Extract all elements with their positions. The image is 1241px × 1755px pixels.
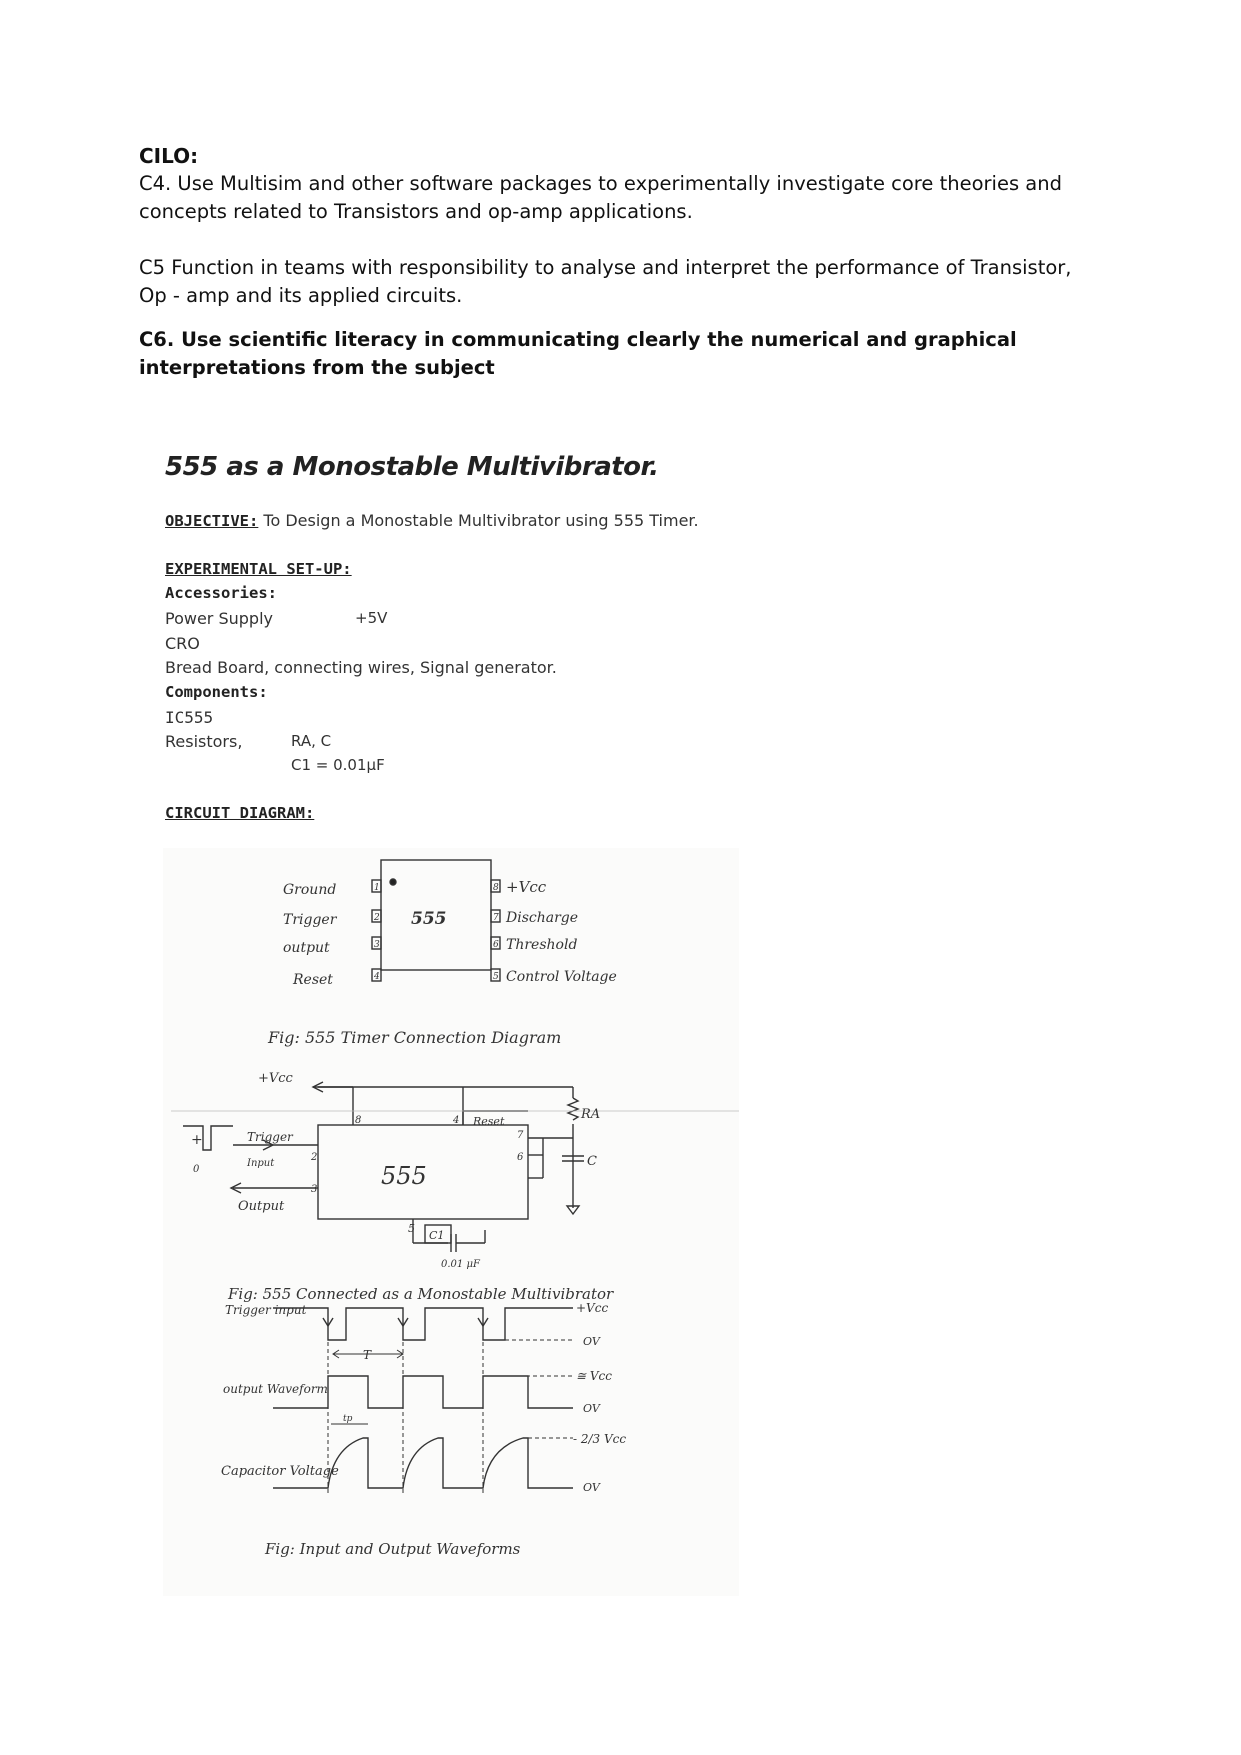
cilo-c4: C4. Use Multisim and other software packages to experimentally investigate core theories and concepts related to Transistors and op-amp applications.	[139, 172, 1062, 223]
ra-c-label: RA, C	[291, 732, 332, 750]
bread-board-label: Bread Board, connecting wires, Signal generator.	[165, 658, 557, 677]
mono-ra-label: RA	[581, 1107, 601, 1122]
pin-num-4: 4	[374, 972, 380, 982]
mono-zero-label: 0	[193, 1164, 200, 1175]
mono-pin-7: 7	[517, 1130, 524, 1141]
pin-discharge-label: Discharge	[506, 910, 579, 926]
pin-num-1: 1	[374, 883, 380, 893]
ra-resistor	[568, 1098, 578, 1120]
pin-reset-label: Reset	[293, 972, 333, 988]
pin-control-label: Control Voltage	[506, 969, 617, 985]
sketch-svg	[163, 848, 739, 1596]
mono-input-label: Input	[247, 1158, 275, 1169]
accessories-label: Accessories:	[165, 584, 277, 602]
wave-ov2-label: OV	[583, 1402, 600, 1415]
pin-num-3: 3	[374, 940, 380, 950]
mono-caption: Fig: 555 Connected as a Monostable Multivibrator	[228, 1285, 614, 1303]
mono-reset-label: Reset	[473, 1115, 505, 1128]
circuit-heading: CIRCUIT DIAGRAM:	[165, 804, 315, 822]
mono-pin-8: 8	[355, 1115, 362, 1126]
wave-capacitor-label: Capacitor Voltage	[221, 1464, 339, 1479]
wave-approx-vcc-label: ≅ Vcc	[576, 1369, 612, 1383]
mono-trigger-label: Trigger	[247, 1130, 293, 1144]
mono-pin-5: 5	[408, 1222, 415, 1235]
wave-two-thirds-label: - 2/3 Vcc	[573, 1432, 627, 1446]
pinout-chip-label: 555	[411, 909, 447, 929]
power-supply-value: +5V	[355, 609, 388, 627]
mono-pin-4: 4	[453, 1115, 460, 1126]
wave-ov1-label: OV	[583, 1335, 600, 1348]
pin-output-label: output	[283, 940, 330, 956]
cilo-c5: C5 Function in teams with responsibility to analyse and interpret the performance of Transistor, Op - amp and its applied circuits.	[139, 256, 1072, 307]
power-supply-label: Power Supply	[165, 609, 273, 628]
objective-text: To Design a Monostable Multivibrator using 555 Timer.	[263, 511, 699, 530]
pin-num-7: 7	[493, 913, 499, 923]
objective-label: OBJECTIVE:	[165, 512, 259, 530]
wave-vcc-label: +Vcc	[576, 1301, 609, 1315]
pin-vcc-label: +Vcc	[506, 878, 547, 896]
resistors-label: Resistors,	[165, 732, 243, 751]
pin-num-6: 6	[493, 940, 499, 950]
trigger-waveform	[273, 1308, 573, 1340]
cro-label: CRO	[165, 634, 200, 653]
pin-ground-label: Ground	[283, 882, 337, 898]
capacitor-waveform	[273, 1438, 573, 1488]
wave-tp-label: tp	[343, 1414, 353, 1424]
c1-value: C1 = 0.01μF	[291, 756, 385, 774]
mono-c1-label: C1	[429, 1229, 445, 1242]
lab-title: 555 as a Monostable Multivibrator.	[165, 452, 659, 482]
mono-plus-label: +	[191, 1132, 203, 1148]
ic-label: IC555	[165, 708, 214, 727]
mono-c1-value: 0.01 μF	[441, 1259, 480, 1270]
power-supply-row	[165, 609, 388, 628]
pin-trigger-label: Trigger	[283, 912, 337, 928]
cilo-heading: CILO:	[139, 144, 199, 168]
setup-heading: EXPERIMENTAL SET-UP:	[165, 560, 352, 578]
pinout-caption: Fig: 555 Timer Connection Diagram	[268, 1028, 562, 1047]
mono-pin-2: 2	[311, 1152, 318, 1163]
mono-pin-6: 6	[517, 1152, 524, 1163]
pin-threshold-label: Threshold	[506, 937, 578, 953]
pin-num-8: 8	[493, 883, 499, 893]
pin1-dot	[390, 879, 396, 885]
wave-trigger-label: Trigger input	[225, 1303, 307, 1317]
components-label: Components:	[165, 683, 268, 701]
waves-caption: Fig: Input and Output Waveforms	[265, 1540, 521, 1558]
circuit-sketch	[163, 848, 739, 1596]
cilo-section	[139, 142, 1099, 382]
cilo-c6: C6. Use scientific literacy in communicating clearly the numerical and graphical interpretations from the subject	[139, 328, 1017, 379]
pin-num-5: 5	[493, 972, 499, 982]
mono-pin-3: 3	[311, 1184, 318, 1195]
wave-t-label: T	[363, 1348, 372, 1362]
resistors-row	[165, 732, 332, 751]
mono-vcc-label: +Vcc	[258, 1071, 293, 1086]
mono-output-label: Output	[238, 1199, 285, 1214]
mono-chip-label: 555	[381, 1162, 427, 1190]
wave-output-label: output Waveform	[223, 1382, 328, 1396]
pin-num-2: 2	[374, 913, 380, 923]
mono-c-label: C	[587, 1154, 597, 1169]
wave-ov3-label: OV	[583, 1481, 600, 1494]
